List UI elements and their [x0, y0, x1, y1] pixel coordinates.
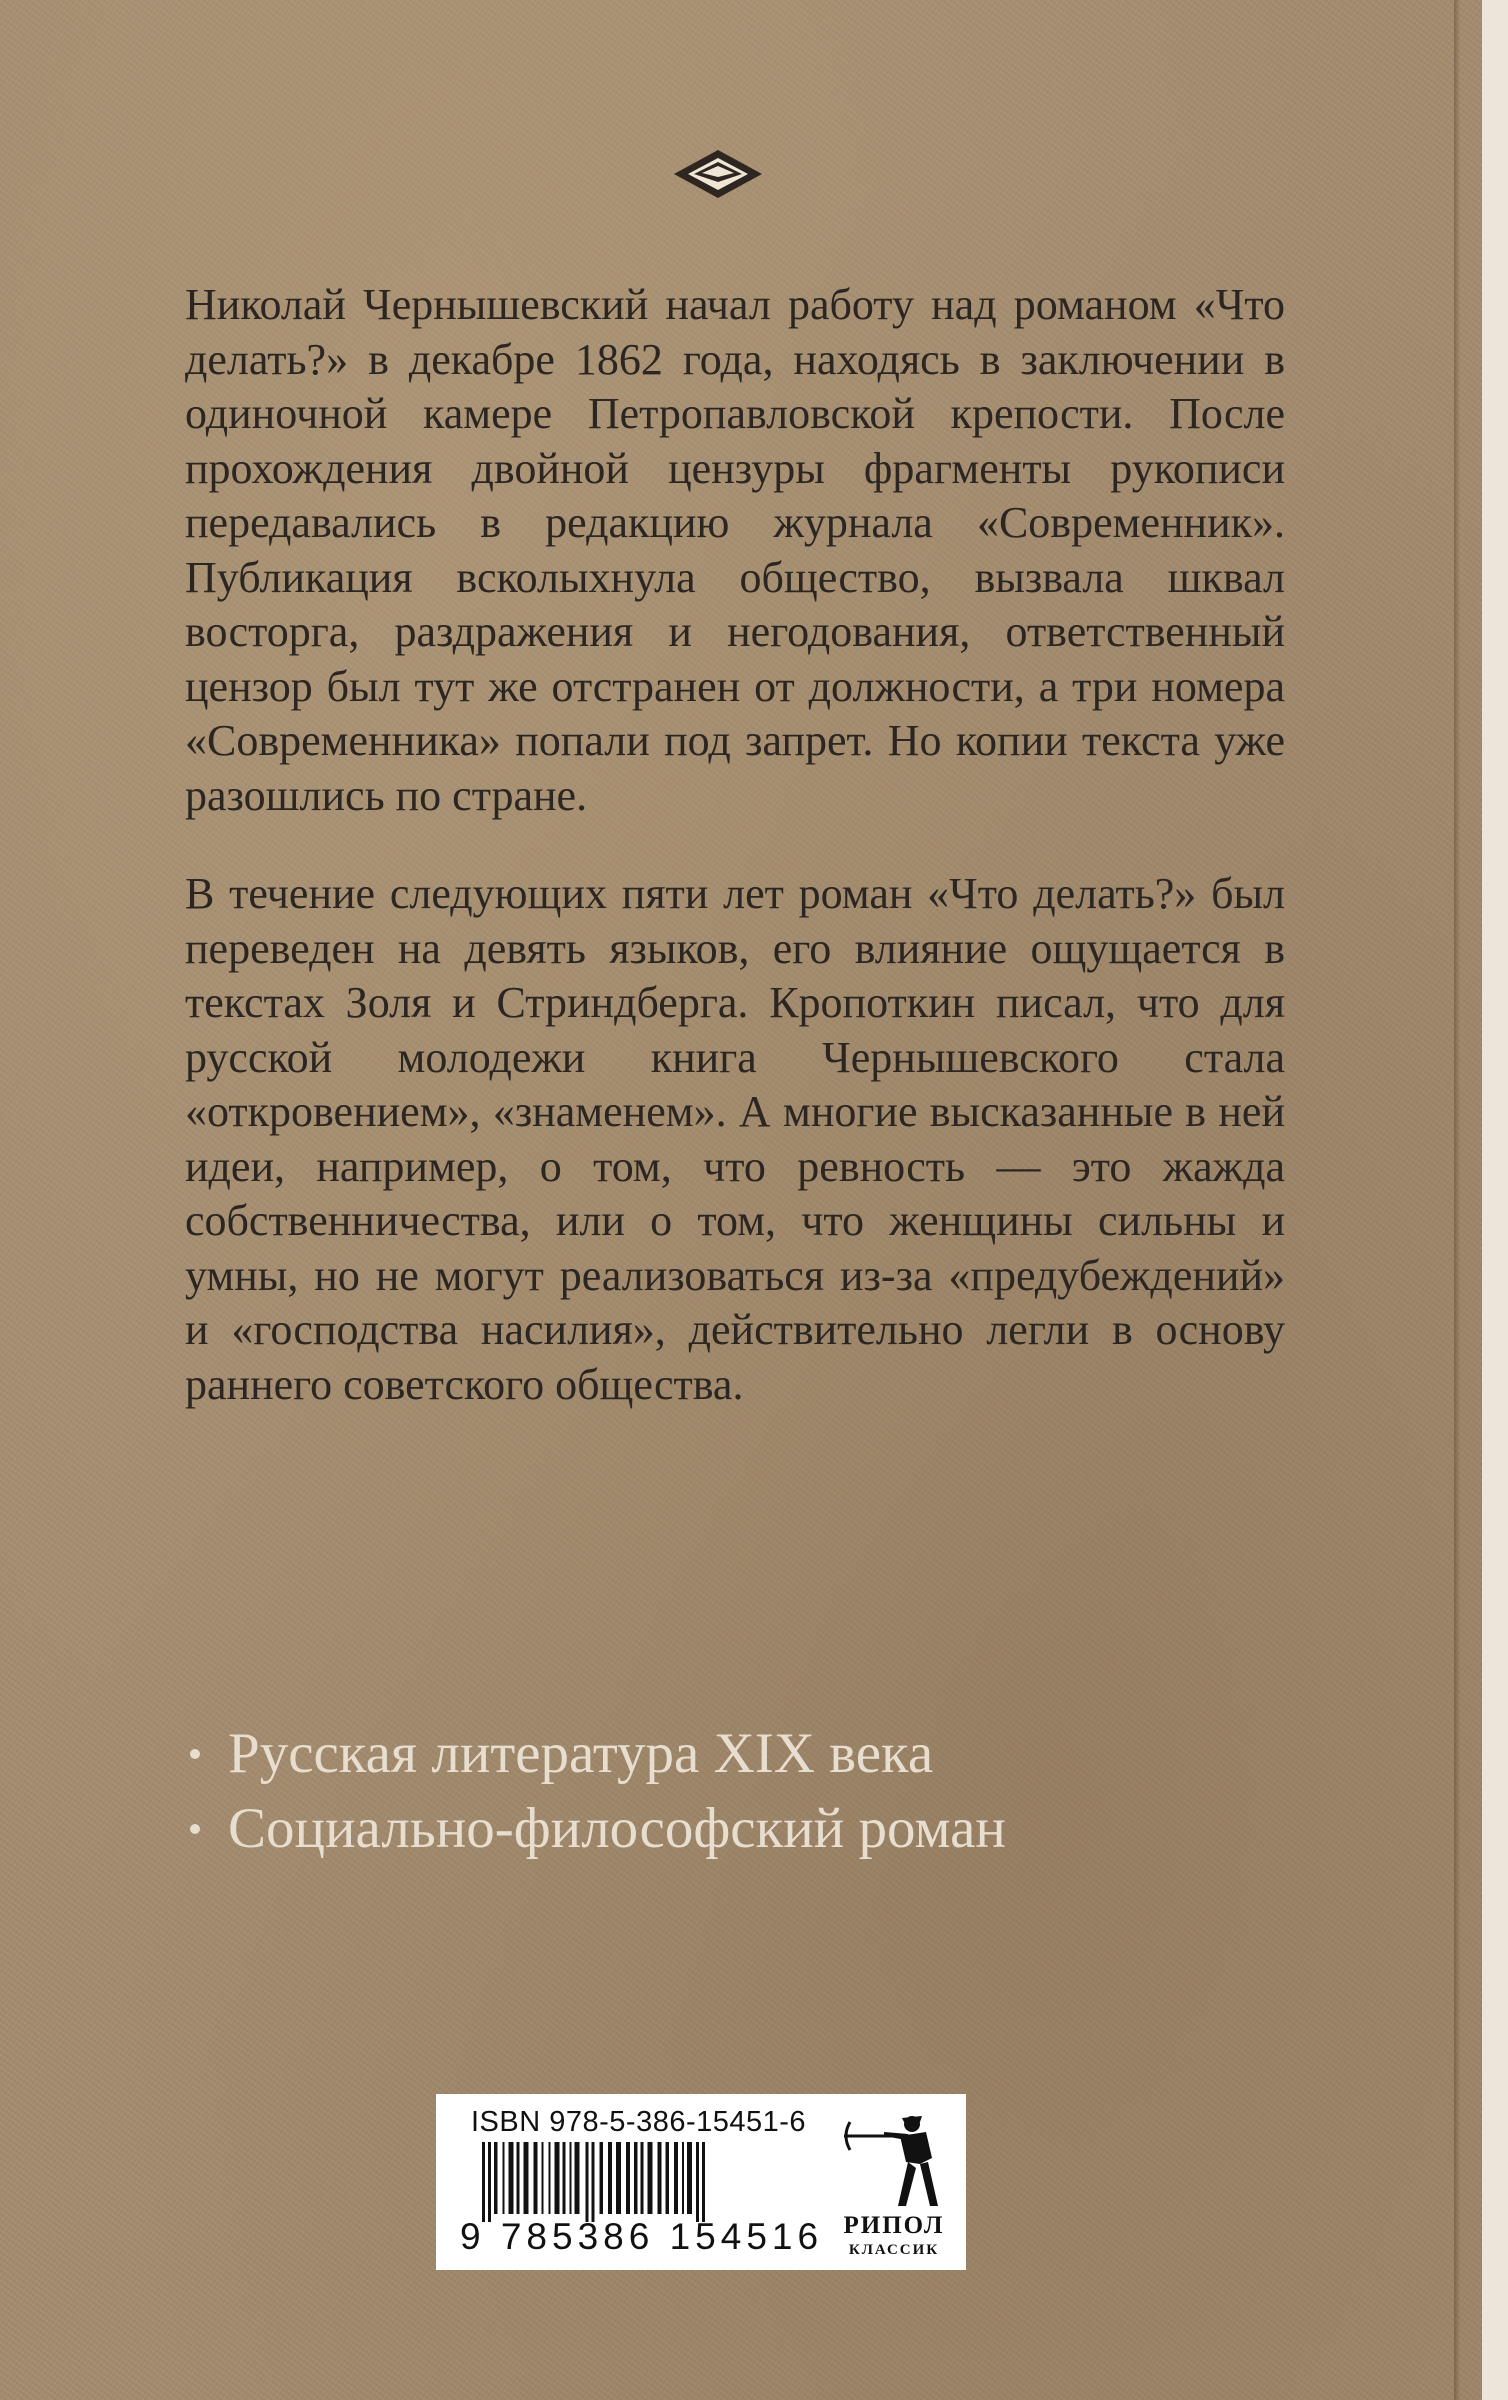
- archer-logo-icon: [836, 2106, 952, 2210]
- barcode-bar: [687, 2142, 692, 2214]
- barcode-bar: [570, 2142, 572, 2214]
- barcode-digits: 9 785386 154516: [460, 2216, 824, 2257]
- barcode-bar: [534, 2142, 538, 2214]
- annotation-paragraph-1: Николай Чернышевский начал работу над романом «Что делать?» в декабре 1862 года, находясь в заключении в одиночной камере Петропавловской крепости. После прохождения двойной цензуры фрагменты рукописи передавались в редакцию журнала «Современник». Публикация всколыхнула общество, вызвала шквал восторга, раздражения и негодования, ответственный цензор был тут же отстранен от должности, а три номера «Современника» попали под запрет. Но копии текста уже разошлись по стране.: [185, 280, 1285, 820]
- annotation-paragraph-2: В течение следующих пяти лет роман «Что делать?» был переведен на девять языков, его влияние ощущается в текстах Золя и Стриндберга. Кропоткин писал, что для русской молодежи книга Чернышевского стала «откровением», «знаменем». А многие высказанные в ней идеи, например, о том, что ревность — это жажда собственничества, или о том, что женщины сильны и умны, но не могут реализоваться из-за «предубеждений» и «господства насилия», действительно легли в основу раннего советского общества.: [185, 869, 1285, 1409]
- barcode-bar: [555, 2142, 560, 2214]
- cover-edge-shadow: [1454, 0, 1460, 2400]
- barcode-bar: [634, 2142, 638, 2214]
- barcode-bar: [702, 2142, 705, 2222]
- bullet-icon: [190, 1824, 200, 1834]
- barcode-panel: [436, 2094, 966, 2270]
- barcode-bar: [616, 2142, 621, 2214]
- publisher-logo: [836, 2106, 952, 2266]
- barcode-bar: [626, 2142, 630, 2214]
- barcode-bar: [641, 2142, 644, 2214]
- barcode-bar: [592, 2142, 595, 2222]
- barcode-bar: [600, 2142, 604, 2214]
- barcode-bar: [608, 2142, 612, 2214]
- barcode-bar: [494, 2142, 498, 2214]
- bullet-icon: [190, 1749, 200, 1759]
- barcode-bar: [549, 2142, 551, 2214]
- genre-tag-label: Социально-философский роман: [228, 1797, 1006, 1860]
- barcode-bar: [666, 2142, 670, 2214]
- barcode-bar: [482, 2142, 485, 2222]
- isbn-text: ISBN 978-5-386-15451-6: [471, 2106, 807, 2138]
- genre-tag-label: Русская литература XIX века: [228, 1722, 934, 1785]
- barcode-bar: [488, 2142, 491, 2222]
- barcode-bar: [517, 2142, 520, 2214]
- diamond-ornament-icon: [672, 148, 764, 200]
- genre-tags: [190, 1716, 1006, 1866]
- barcode-bar: [563, 2142, 566, 2214]
- publisher-name: РИПОЛ: [843, 2212, 945, 2239]
- genre-tag: [190, 1716, 1006, 1791]
- barcode-bar: [674, 2142, 678, 2214]
- genre-tag: [190, 1791, 1006, 1866]
- barcode-bar: [658, 2142, 662, 2214]
- barcode-bar: [682, 2142, 684, 2214]
- publisher-subtitle: КЛАССИК: [848, 2242, 940, 2258]
- barcode-bar: [524, 2142, 529, 2214]
- annotation-text: [185, 278, 1285, 1412]
- barcode-bar: [542, 2142, 544, 2214]
- barcode-bar: [503, 2142, 505, 2214]
- barcode-bar: [509, 2142, 514, 2214]
- barcode-bar: [586, 2142, 589, 2222]
- barcode-bar: [648, 2142, 653, 2214]
- barcode-image: [460, 2142, 820, 2222]
- barcode-bar: [575, 2142, 580, 2214]
- barcode-bar: [696, 2142, 699, 2222]
